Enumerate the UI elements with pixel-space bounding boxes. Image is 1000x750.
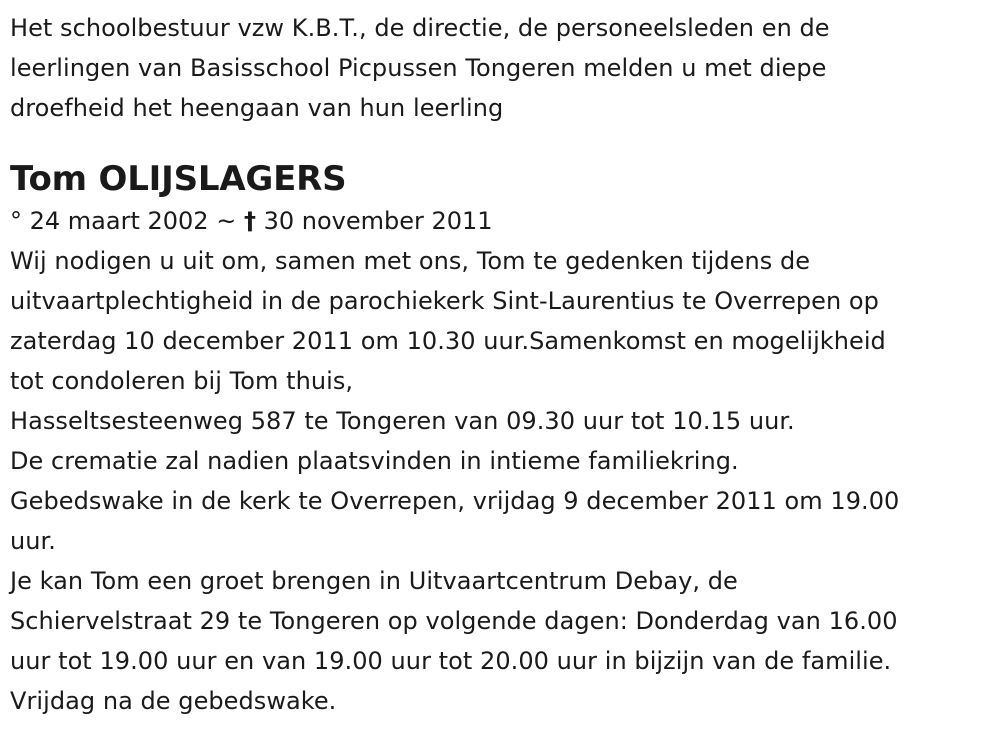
body-line: Hasseltsesteenweg 587 te Tongeren van 09.30 uur tot 10.15 uur. [10,407,795,435]
body-line: Je kan Tom een groet brengen in Uitvaartcentrum Debay, de [10,567,738,595]
notice-body [10,241,990,721]
intro-paragraph [10,8,990,128]
death-date: 30 november 2011 [255,207,493,235]
body-line: uur. [10,527,56,555]
body-line: zaterdag 10 december 2011 om 10.30 uur.Samenkomst en mogelijkheid [10,327,886,355]
body-line: Vrijdag na de gebedswake. [10,687,337,715]
body-line: De crematie zal nadien plaatsvinden in intieme familiekring. [10,447,739,475]
body-line: uur tot 19.00 uur en van 19.00 uur tot 20.00 uur in bijzijn van de familie. [10,647,892,675]
deceased-name: Tom OLIJSLAGERS [10,159,347,199]
body-line: Wij nodigen u uit om, samen met ons, Tom te gedenken tijdens de [10,247,811,275]
body-line: uitvaartplechtigheid in de parochiekerk Sint-Laurentius te Overrepen op [10,287,879,315]
intro-line: leerlingen van Basisschool Picpussen Tongeren melden u met diepe [10,54,827,82]
birth-date: ° 24 maart 2002 ~ [10,207,244,235]
body-line: tot condoleren bij Tom thuis, [10,367,354,395]
cross-icon: † [243,207,256,235]
intro-line: Het schoolbestuur vzw K.B.T., de directie, de personeelsleden en de [10,14,830,42]
intro-line: droefheid het heengaan van hun leerling [10,94,504,122]
body-line: Gebedswake in de kerk te Overrepen, vrijdag 9 december 2011 om 19.00 [10,487,900,515]
body-line: Schiervelstraat 29 te Tongeren op volgende dagen: Donderdag van 16.00 [10,607,898,635]
life-dates [10,201,990,241]
